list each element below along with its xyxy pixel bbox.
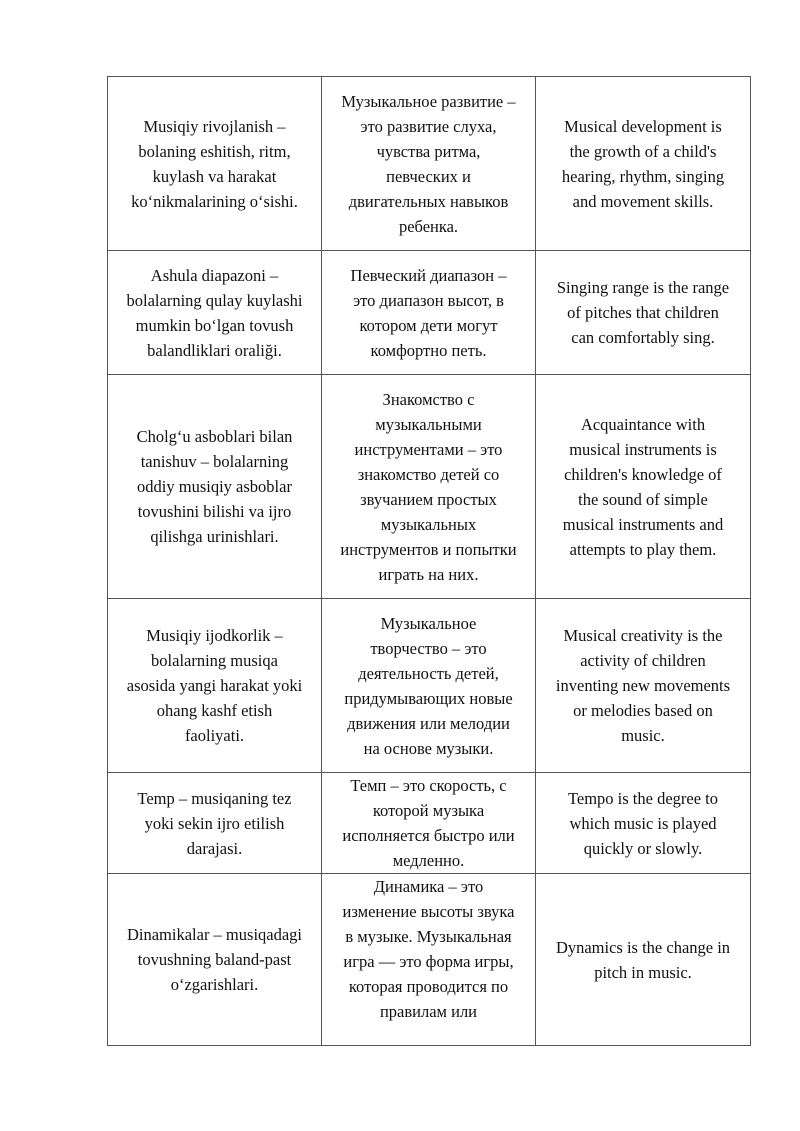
table-row xyxy=(108,874,751,1046)
uzbek-definition: Musiqiy rivojlanish – bolaning eshitish, ritm, kuylash va harakat ko‘nikmalarining o‘sishi. xyxy=(131,116,298,211)
table-row xyxy=(108,251,751,375)
russian-term-cell xyxy=(322,874,536,1046)
english-term-cell xyxy=(536,77,751,251)
uzbek-definition: Temp – musiqaning tez yoki sekin ijro etilish darajasi. xyxy=(137,788,292,858)
uzbek-definition: Dinamikalar – musiqadagi tovushning baland-past o‘zgarishlari. xyxy=(126,925,303,994)
uzbek-term-cell xyxy=(108,251,322,375)
russian-definition: Музыкальное развитие – это развитие слуха, чувства ритма, певческих и двигательных навыков ребенка. xyxy=(341,91,516,236)
english-definition: Tempo is the degree to which music is played quickly or slowly. xyxy=(567,788,719,858)
english-definition: Singing range is the range of pitches that children can comfortably sing. xyxy=(556,278,730,347)
russian-definition: Темп – это скорость, с которой музыка исполняется быстро или медленно. xyxy=(342,776,515,870)
english-definition: Dynamics is the change in pitch in music. xyxy=(555,937,731,982)
uzbek-term-cell xyxy=(108,77,322,251)
english-term-cell xyxy=(536,251,751,375)
russian-term-cell xyxy=(322,77,536,251)
uzbek-term-cell xyxy=(108,375,322,599)
english-term-cell xyxy=(536,599,751,773)
russian-definition: Знакомство с музыкальными инструментами – это знакомство детей со звучанием простых музыкальных инструментов и попытки играть на них. xyxy=(340,389,517,584)
russian-term-cell xyxy=(322,375,536,599)
uzbek-term-cell xyxy=(108,773,322,874)
english-definition: Musical development is the growth of a child's hearing, rhythm, singing and movement skills. xyxy=(561,116,725,211)
table-row xyxy=(108,773,751,874)
russian-definition: Динамика – это изменение высоты звука в музыке. Музыкальная игра — это форма игры, которая проводится по правилам или xyxy=(342,877,515,1021)
english-definition: Acquaintance with musical instruments is children's knowledge of the sound of simple musical instruments and attempts to play them. xyxy=(562,414,724,559)
russian-definition: Певческий диапазон – это диапазон высот, в котором дети могут комфортно петь. xyxy=(350,265,507,360)
english-term-cell xyxy=(536,874,751,1046)
uzbek-definition: Musiqiy ijodkorlik – bolalarning musiqa asosida yangi harakat yoki ohang kashf etish faoliyati. xyxy=(126,626,303,745)
russian-term-cell xyxy=(322,251,536,375)
english-term-cell xyxy=(536,773,751,874)
english-term-cell xyxy=(536,375,751,599)
table-row xyxy=(108,77,751,251)
uzbek-term-cell xyxy=(108,599,322,773)
table-row xyxy=(108,375,751,599)
russian-term-cell xyxy=(322,773,536,874)
russian-definition: Музыкальное творчество – это деятельность детей, придумывающих новые движения или мелодии на основе музыки. xyxy=(344,613,513,758)
russian-term-cell xyxy=(322,599,536,773)
uzbek-definition: Cholg‘u asboblari bilan tanishuv – bolalarning oddiy musiqiy asboblar tovushini bilishi va ijro qilishga urinishlari. xyxy=(136,427,293,546)
uzbek-definition: Ashula diapazoni – bolalarning qulay kuylashi mumkin bo‘lgan tovush balandliklari oraliği. xyxy=(126,265,303,360)
uzbek-term-cell xyxy=(108,874,322,1046)
english-definition: Musical creativity is the activity of children inventing new movements or melodies based on music. xyxy=(555,626,731,745)
table-row xyxy=(108,599,751,773)
glossary-table xyxy=(107,76,751,1046)
